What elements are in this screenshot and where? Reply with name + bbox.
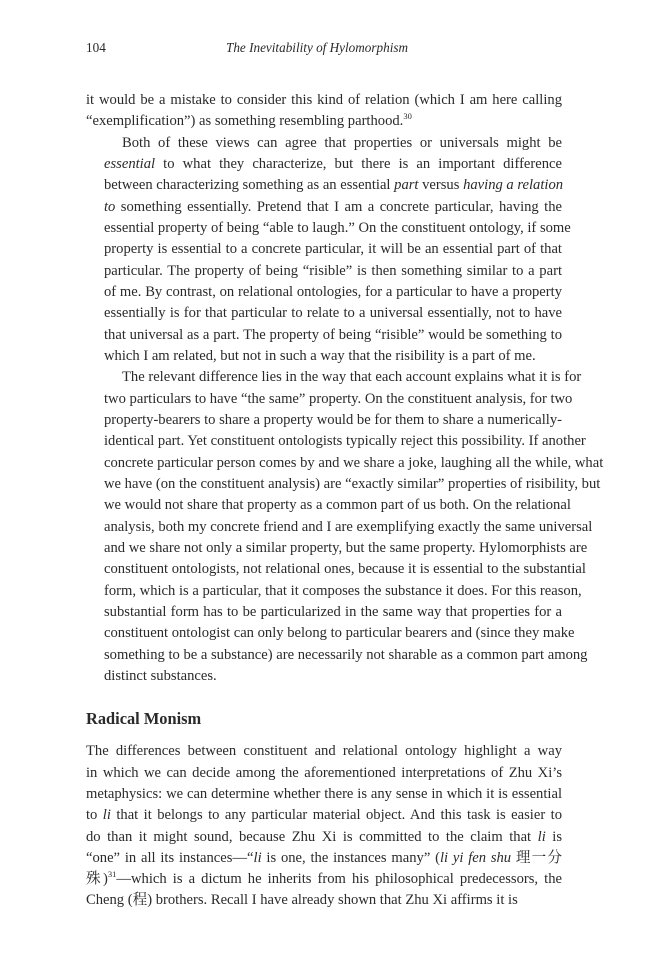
text-run: analysis, both my concrete friend and I are exemplifying exactly the same universal (104, 518, 593, 535)
text-run: that it belongs to any particular material object. And this task is easier to (110, 807, 562, 824)
footnote-marker: 30 (403, 111, 412, 122)
text-line (86, 666, 562, 687)
text-line (86, 869, 562, 890)
italic-run: li (102, 807, 111, 824)
text-run: The relevant difference lies in the way that each account explains what it is for (122, 369, 582, 386)
text-run: and we share not only a similar property, but the same property. Hylomorphists are (104, 539, 588, 556)
text-run: versus (418, 177, 464, 194)
text-line (86, 517, 593, 538)
text-run: concrete particular person comes by and we share a joke, laughing all the while, what (104, 454, 604, 471)
italic-run: li (537, 828, 546, 845)
text-run: constituent ontologist can only belong to particular bearers and (since they make (104, 625, 575, 642)
text-run: we have (on the constituent analysis) are “exactly similar” properties of risibility, but (104, 475, 601, 492)
text-line (86, 581, 582, 602)
text-line (86, 410, 562, 431)
text-line (86, 90, 562, 111)
text-run: we would not share that property as a common part of us both. On the relational (104, 497, 571, 514)
text-line (86, 431, 586, 452)
italic-run: part (394, 177, 419, 194)
text-run: to what they characterize, but there is an important difference (155, 155, 562, 172)
text-line (86, 741, 562, 762)
text-line (86, 827, 562, 848)
text-line (86, 559, 586, 580)
text-line (86, 175, 562, 196)
text-run: is one, the instances many” ( (261, 849, 440, 866)
text-line (86, 197, 562, 218)
text-run: 理一分 (511, 849, 562, 866)
paragraph (86, 741, 562, 912)
running-head (86, 40, 562, 70)
text-run: it would be a mistake to consider this kind of relation (which I am here calling (86, 92, 562, 108)
paragraph (86, 133, 571, 368)
text-line (86, 890, 562, 911)
text-run: property-bearers to share a property would be for them to share a numerically- (104, 411, 562, 428)
text-run: two particulars to have “the same” property. On the constituent analysis, for two (104, 390, 573, 407)
text-run: that universal as a part. The property of being “risible” would be something to (104, 326, 562, 343)
body-text (86, 90, 604, 912)
text-run: Cheng (程) brothers. Recall I have already shown that Zhu Xi affirms it is (86, 892, 518, 909)
text-line (86, 282, 562, 303)
text-run: something essentially. Pretend that I am a concrete particular, having the (115, 198, 562, 215)
text-line (86, 389, 573, 410)
main-paragraphs (86, 90, 604, 687)
text-run: —which is a dictum he inherits from his philosophical predecessors, the (116, 871, 562, 888)
text-line (86, 111, 562, 132)
text-line (86, 346, 562, 367)
text-run: “one” in all its instances—“ (86, 849, 254, 866)
text-line (86, 453, 604, 474)
italic-run: to (104, 198, 116, 215)
text-run: form, which is a particular, that it composes the substance it does. For this reason, (104, 582, 582, 599)
text-line (86, 848, 562, 869)
text-run: Both of these views can agree that properties or universals might be (122, 134, 562, 151)
text-line (86, 784, 562, 805)
text-run: which I am related, but not in such a way that the risibility is a part of me. (104, 347, 536, 364)
text-line (86, 495, 571, 516)
paragraph (86, 90, 562, 133)
text-run: constituent ontologists, not relational ones, because it is essential to the substantial (104, 561, 586, 578)
text-run: is (545, 828, 563, 845)
text-line (86, 154, 562, 175)
text-run: property is essential to a concrete particular, it will be an essential part of that (104, 241, 562, 258)
italic-run: li yi fen shu (439, 849, 512, 866)
text-run: between characterizing something as an essential (104, 177, 395, 194)
italic-run: li (253, 849, 262, 866)
italic-run: essential (104, 155, 156, 172)
text-line (86, 325, 562, 346)
paragraph (86, 367, 604, 687)
text-run: in which we can decide among the aforementioned interpretations of Zhu Xi’s (86, 764, 562, 781)
book-page (86, 40, 604, 912)
text-line (86, 218, 571, 239)
text-run: “exemplification”) as something resembling parthood. (86, 113, 404, 130)
text-line (86, 261, 562, 282)
text-run: of me. By contrast, on relational ontologies, for a particular to have a property (104, 283, 562, 300)
text-run: essential property of being “able to laugh.” On the constituent ontology, if some (104, 219, 571, 236)
text-run: distinct substances. (104, 667, 217, 684)
text-run: something to be a substance) are necessarily not sharable as a common part among (104, 646, 588, 663)
italic-run: having a relation (463, 177, 564, 194)
text-line (86, 239, 562, 260)
section-paragraphs (86, 741, 562, 912)
text-line (86, 303, 562, 324)
page-number: 104 (86, 40, 106, 55)
text-line (86, 133, 562, 154)
section-heading: Radical Monism (86, 709, 202, 729)
text-run: to (86, 807, 103, 824)
text-run: do than it might sound, because Zhu Xi is committed to the claim that (86, 828, 538, 845)
text-line (86, 623, 575, 644)
text-run: metaphysics: we can determine whether there is any sense in which it is essential (86, 785, 562, 802)
text-line (86, 645, 588, 666)
text-line (86, 763, 562, 784)
text-run: substantial form has to be particularized in the same way that properties for a (104, 603, 562, 620)
text-run: The differences between constituent and relational ontology highlight a way (86, 743, 562, 760)
text-line (86, 474, 601, 495)
text-run: identical part. Yet constituent ontologists typically reject this possibility. If another (104, 433, 586, 450)
text-run: particular. The property of being “risible” is then something similar to a part (104, 262, 562, 279)
text-line (86, 805, 562, 826)
footnote-marker: 31 (107, 869, 117, 880)
text-line (86, 538, 588, 559)
running-title: The Inevitability of Hylomorphism (226, 40, 409, 55)
text-run: 殊) (86, 871, 108, 888)
text-run: essentially is for that particular to relate to a universal essentially, not to have (104, 305, 562, 322)
text-line (86, 367, 582, 388)
text-line (86, 602, 562, 623)
